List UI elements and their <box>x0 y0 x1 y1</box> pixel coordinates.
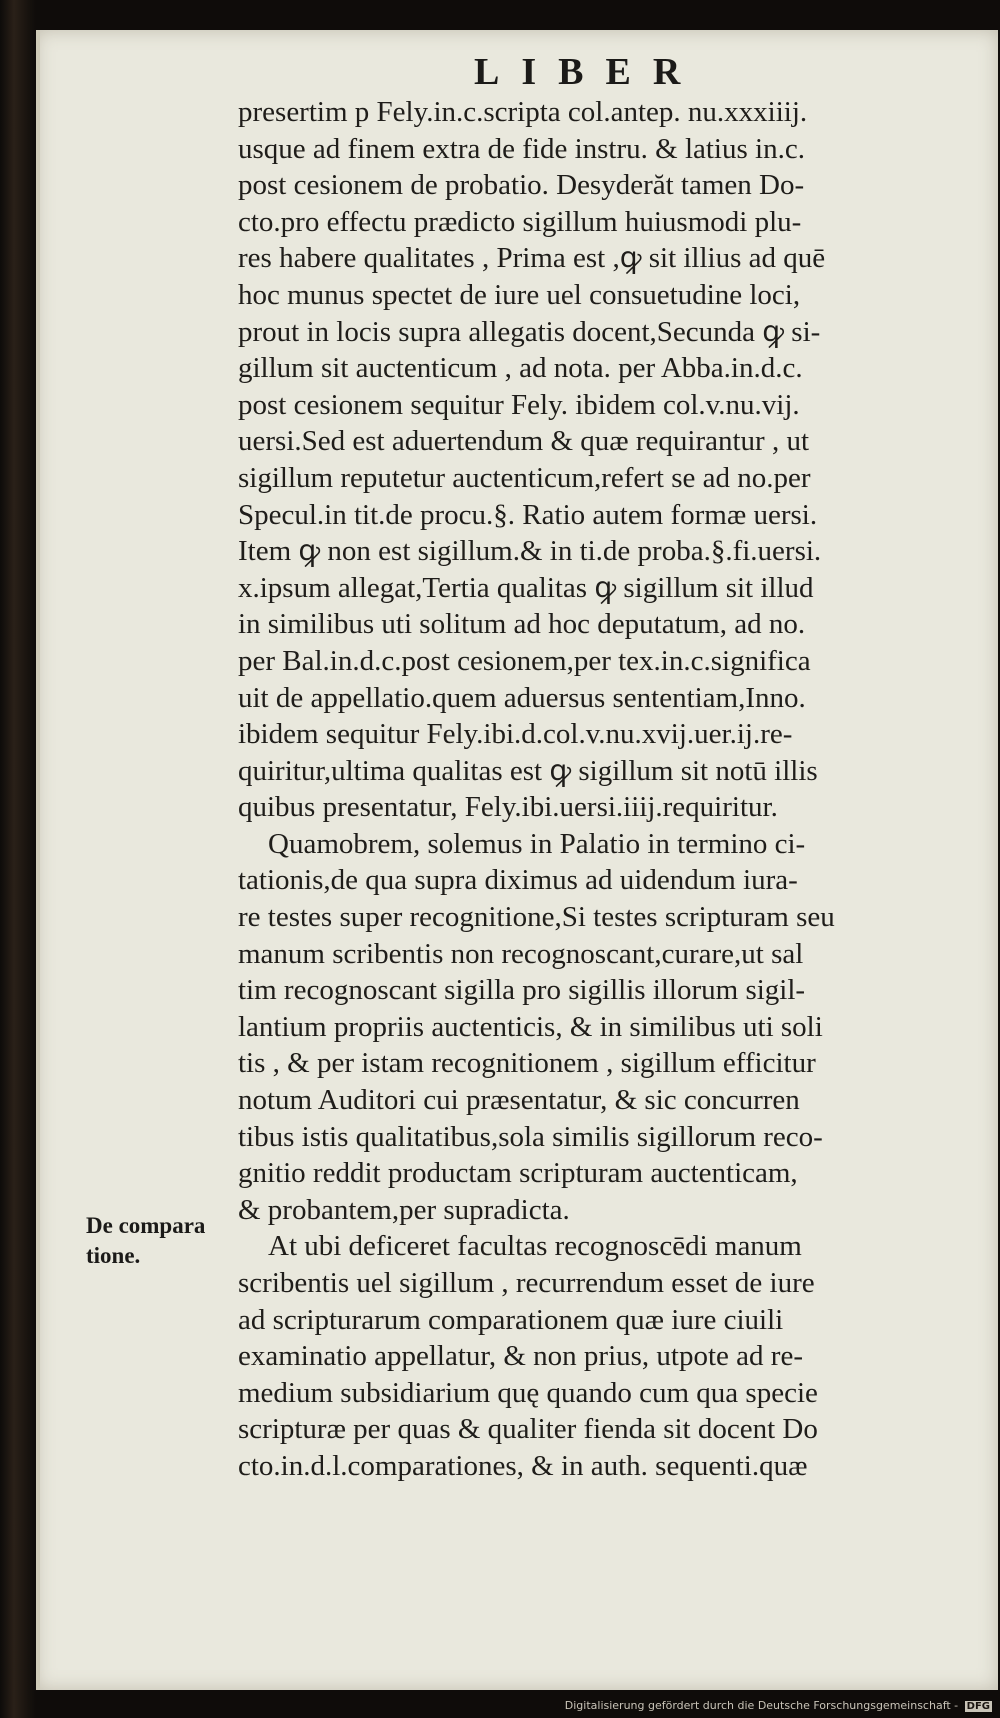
text-line: Item ꝙ non est sigillum.& in ti.de proba.§.fi.uersi. <box>238 535 822 568</box>
text-line: hoc munus spectet de iure uel consuetudine loci, <box>238 278 801 311</box>
text-line: ibidem sequitur Fely.ibi.d.col.v.nu.xvij.uer.ij.re- <box>238 718 793 751</box>
text-line: examinatio appellatur, & non prius, utpote ad re- <box>238 1340 803 1373</box>
text-line: in similibus uti solitum ad hoc deputatum, ad no. <box>238 608 806 641</box>
body-text <box>238 94 1000 1485</box>
text-line: presertim p Fely.in.c.scripta col.antep. nu.xxxiiij. <box>238 96 808 128</box>
text-line: tim recognoscant sigilla pro sigillis illorum sigil- <box>238 974 806 1007</box>
text-line: usque ad finem extra de fide instru. & latius in.c. <box>238 132 805 165</box>
text-line: Quamobrem, solemus in Palatio in termino ci- <box>268 827 806 860</box>
text-line: sigillum reputetur auctenticum,refert se ad no.per <box>238 461 811 494</box>
running-header: LIBER <box>474 51 703 93</box>
text-line: res habere qualitates , Prima est ,ꝙ sit illius ad quē <box>238 242 826 275</box>
text-line: quibus presentatur, Fely.ibi.uersi.iiij.requiritur. <box>238 791 778 824</box>
text-line: post cesionem sequitur Fely. ibidem col.v.nu.vij. <box>238 388 800 421</box>
text-line: cto.pro effectu prædicto sigillum huiusmodi plu- <box>238 205 802 238</box>
text-line: x.ipsum allegat,Tertia qualitas ꝙ sigillum sit illud <box>238 571 814 604</box>
text-line: & probantem,per supradicta. <box>238 1193 570 1226</box>
text-line: Specul.in tit.de procu.§. Ratio autem formæ uersi. <box>238 498 818 531</box>
digitization-credit <box>565 1699 992 1712</box>
text-line: re testes super recognitione,Si testes scripturam seu <box>238 901 835 934</box>
text-line: prout in locis supra allegatis docent,Secunda ꝙ si- <box>238 315 821 348</box>
text-line: tationis,de qua supra diximus ad uidendum iura- <box>238 864 798 897</box>
text-line: quiritur,ultima qualitas est ꝙ sigillum sit notū illis <box>238 754 818 787</box>
book-page <box>36 30 998 1690</box>
marginal-note-line-2: tione. <box>86 1243 141 1268</box>
text-line: tibus istis qualitatibus,sola similis sigillorum reco- <box>238 1120 823 1153</box>
marginal-note <box>86 1211 236 1271</box>
text-line: manum scribentis non recognoscant,curare,ut sal <box>238 937 804 970</box>
text-line: tis , & per istam recognitionem , sigillum efficitur <box>238 1047 816 1080</box>
text-line: post cesionem de probatio. Desyderăt tamen Do- <box>238 169 805 202</box>
text-line: scripturæ per quas & qualiter fienda sit docent Do <box>238 1413 818 1446</box>
text-line: notum Auditori cui præsentatur, & sic concurren <box>238 1084 800 1117</box>
text-line: lantium propriis auctenticis, & in similibus uti soli <box>238 1010 823 1043</box>
text-line: cto.in.d.l.comparationes, & in auth. sequenti.quæ <box>238 1449 808 1482</box>
text-line: uit de appellatio.quem aduersus sententiam,Inno. <box>238 681 806 714</box>
text-line: At ubi deficeret facultas recognoscēdi manum <box>268 1230 802 1263</box>
text-line: gnitio reddit productam scripturam auctenticam, <box>238 1157 798 1190</box>
marginal-note-line-1: De compara <box>86 1213 206 1238</box>
text-line: medium subsidiarium quę quando cum qua specie <box>238 1376 818 1409</box>
text-line: gillum sit auctenticum , ad nota. per Abba.in.d.c. <box>238 352 803 385</box>
dfg-logo: DFG <box>966 1701 990 1712</box>
text-line: uersi.Sed est aduertendum & quæ requirantur , ut <box>238 425 810 458</box>
page-edge <box>36 30 40 1690</box>
text-line: per Bal.in.d.c.post cesionem,per tex.in.c.significa <box>238 644 811 677</box>
text-line: scribentis uel sigillum , recurrendum esset de iure <box>238 1267 815 1299</box>
credit-text: Digitalisierung gefördert durch die Deutsche Forschungsgemeinschaft - <box>564 1699 959 1712</box>
text-line: ad scripturarum comparationem quæ iure ciuili <box>238 1303 784 1336</box>
